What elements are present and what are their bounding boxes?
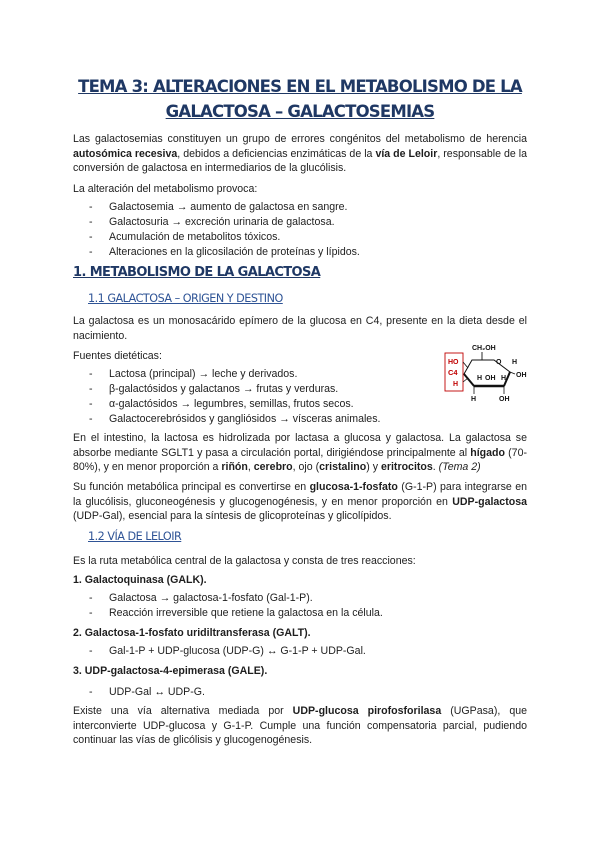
oh-label: OH [499, 396, 510, 403]
title-line-2: GALACTOSA – GALACTOSEMIAS [165, 102, 435, 121]
bond-line [463, 362, 468, 368]
page-title [60, 74, 540, 124]
ring-oxygen-label: O [496, 359, 502, 366]
intestine-paragraph: En el intestino, la lactosa es hidrolizada por lactasa a glucosa y galactosa. La galactosa se absorbe mediante SGLT1 y pasa a circulación portal, dirigiéndose principalmente al hígado (70-80%), y en menor proporción a riñón, cerebro, ojo (cristalino) y eritrocitos. (Tema 2) [73, 432, 527, 473]
function-paragraph: Su función metabólica principal es convertirse en glucosa-1-fosfato (G-1-P) para integrarse en la glucólisis, gluconeogénesis y glucogenogénesis, y en menor proporción en UDP-galactosa (UDP-Gal), esencial para la síntesis de glicoproteínas y glicolípidos. [73, 481, 527, 522]
h-label: H [501, 375, 507, 382]
intro-text: Las galactosemias constituyen un grupo de errores congénitos del metabolismo de herencia [73, 133, 527, 145]
intro-bold-inheritance: autosómica recesiva [73, 147, 178, 160]
intro-paragraph [73, 132, 527, 176]
reaction-3-title: 3. UDP-galactosa-4-epimerasa (GALE). [73, 665, 268, 677]
reaction-2-title: 2. Galactosa-1-fosfato uridiltransferasa (GALT). [73, 627, 311, 639]
oh-label: OH [485, 375, 496, 382]
intro-text: , debidos a deficiencias enzimáticas de la [177, 147, 376, 160]
reaction-1-title: 1. Galactoquinasa (GALK). [73, 574, 207, 586]
h-label: H [453, 381, 459, 388]
oh-label: OH [516, 372, 527, 379]
section-heading-1-1: 1.1 GALACTOSA – ORIGEN Y DESTINO [88, 292, 283, 305]
section-heading-1-2: 1.2 VÍA DE LELOIR [88, 530, 182, 543]
c4-label: C4 [448, 368, 458, 377]
bond-line [510, 372, 515, 374]
sources-label: Fuentes dietéticas: [73, 350, 162, 362]
leloir-intro: Es la ruta metabólica central de la galactosa y consta de tres reacciones: [73, 555, 416, 567]
h-label: H [471, 396, 477, 403]
document-page: TEMA 3: ALTERACIONES EN EL METABOLISMO DE LA GALACTOSA – GALACTOSEMIAS Las galactosemias constituyen un grupo de errores congénitos del metabolismo de herencia autosómica recesiva, debidos a deficiencias enzimáticas de la vía de Leloir, responsable de la conversión de galactosa en intermediarios de la glucólisis. La alteración del metabolismo provoca: Galactosemia → aumento de galactosa en sangre. Galactosuria → excreción urinaria de galactosa. Acumulación de metabolitos tóxicos. Alteraciones en la glicosilación de proteínas y lípidos. 1. METABOLISMO DE LA GALACTOSA 1.1 GALACTOSA – ORIGEN Y DESTINO La galactosa es un monosacárido epímero de la glucosa en C4, presente en la dieta desde el nacimiento. Fuentes dietéticas: Lactosa (principal) → leche y derivados. β-galactósidos y galactanos → frutas y verduras. α-galactósidos → legumbres, semillas, frutos secos. Galactocerebrósidos y gangliósidos → vísceras animales. CH₂OH O HO C4 H H OH H H OH H OH En el intestino, la lactosa es hidrolizada por lactasa a glucosa y galactosa. La galactosa se absorbe mediante SGLT1 y pasa a circulación portal, dirigiéndose principalmente al hígado (70-80%), y en menor proporción a riñón, cerebro, ojo (cristalino) y eritrocitos. (Tema 2) Su función metabólica principal es convertirse en glucosa-1-fosfato (G-1-P) para integrarse en la glucólisis, gluconeogénesis y glucogenogénesis, y en menor proporción en UDP-galactosa (UDP-Gal), esencial para la síntesis de glicoproteínas y glicolípidos. 1.2 VÍA DE LELOIR Es la ruta metabólica central de la galactosa y consta de tres reacciones: 1. Galactoquinasa (GALK). Galactosa → galactosa-1-fosfato (Gal-1-P). Reacción irreversible que retiene la galactosa en la célula. 2. Galactosa-1-fosfato uridiltransferasa (GALT). Gal-1-P + UDP-glucosa (UDP-G) ↔ G-1-P + UDP-Gal. 3. UDP-galactosa-4-epimerasa (GALE). UDP-Gal ↔ UDP-G. Existe una vía alternativa mediada por UDP-glucosa pirofosforilasa (UGPasa), que interconvierte UDP-glucosa y G-1-P. Cumple una función compensatoria parcial, pudiendo continuar las vías de glicólisis y glucogenogénesis. [0, 0, 600, 848]
h-label: H [477, 375, 483, 382]
galactose-structure-diagram [444, 342, 532, 404]
h-label: H [512, 359, 518, 366]
intro-bold-leloir: vía de Leloir [375, 147, 438, 160]
ho-label: HO [448, 359, 459, 366]
intro-text: , responsable de la conversión de galactosa en intermediarios de la glucólisis. [73, 147, 527, 174]
title-line-1: TEMA 3: ALTERACIONES EN EL METABOLISMO DE LA [78, 77, 522, 96]
ch2oh-label: CH₂OH [472, 345, 496, 352]
alternative-pathway-paragraph: Existe una vía alternativa mediada por UDP-glucosa pirofosforilasa (UGPasa), que interconvierte UDP-glucosa y G-1-P. Cumple una función compensatoria parcial, pudiendo continuar las vías de glicólisis y glucogenogénesis. [73, 705, 527, 746]
alteration-intro: La alteración del metabolismo provoca: [73, 183, 258, 195]
galactose-description: La galactosa es un monosacárido epímero de la glucosa en C4, presente en la dieta desde el nacimiento. [73, 315, 527, 342]
section-heading-1: 1. METABOLISMO DE LA GALACTOSA [73, 265, 321, 280]
bond-line [463, 378, 468, 382]
